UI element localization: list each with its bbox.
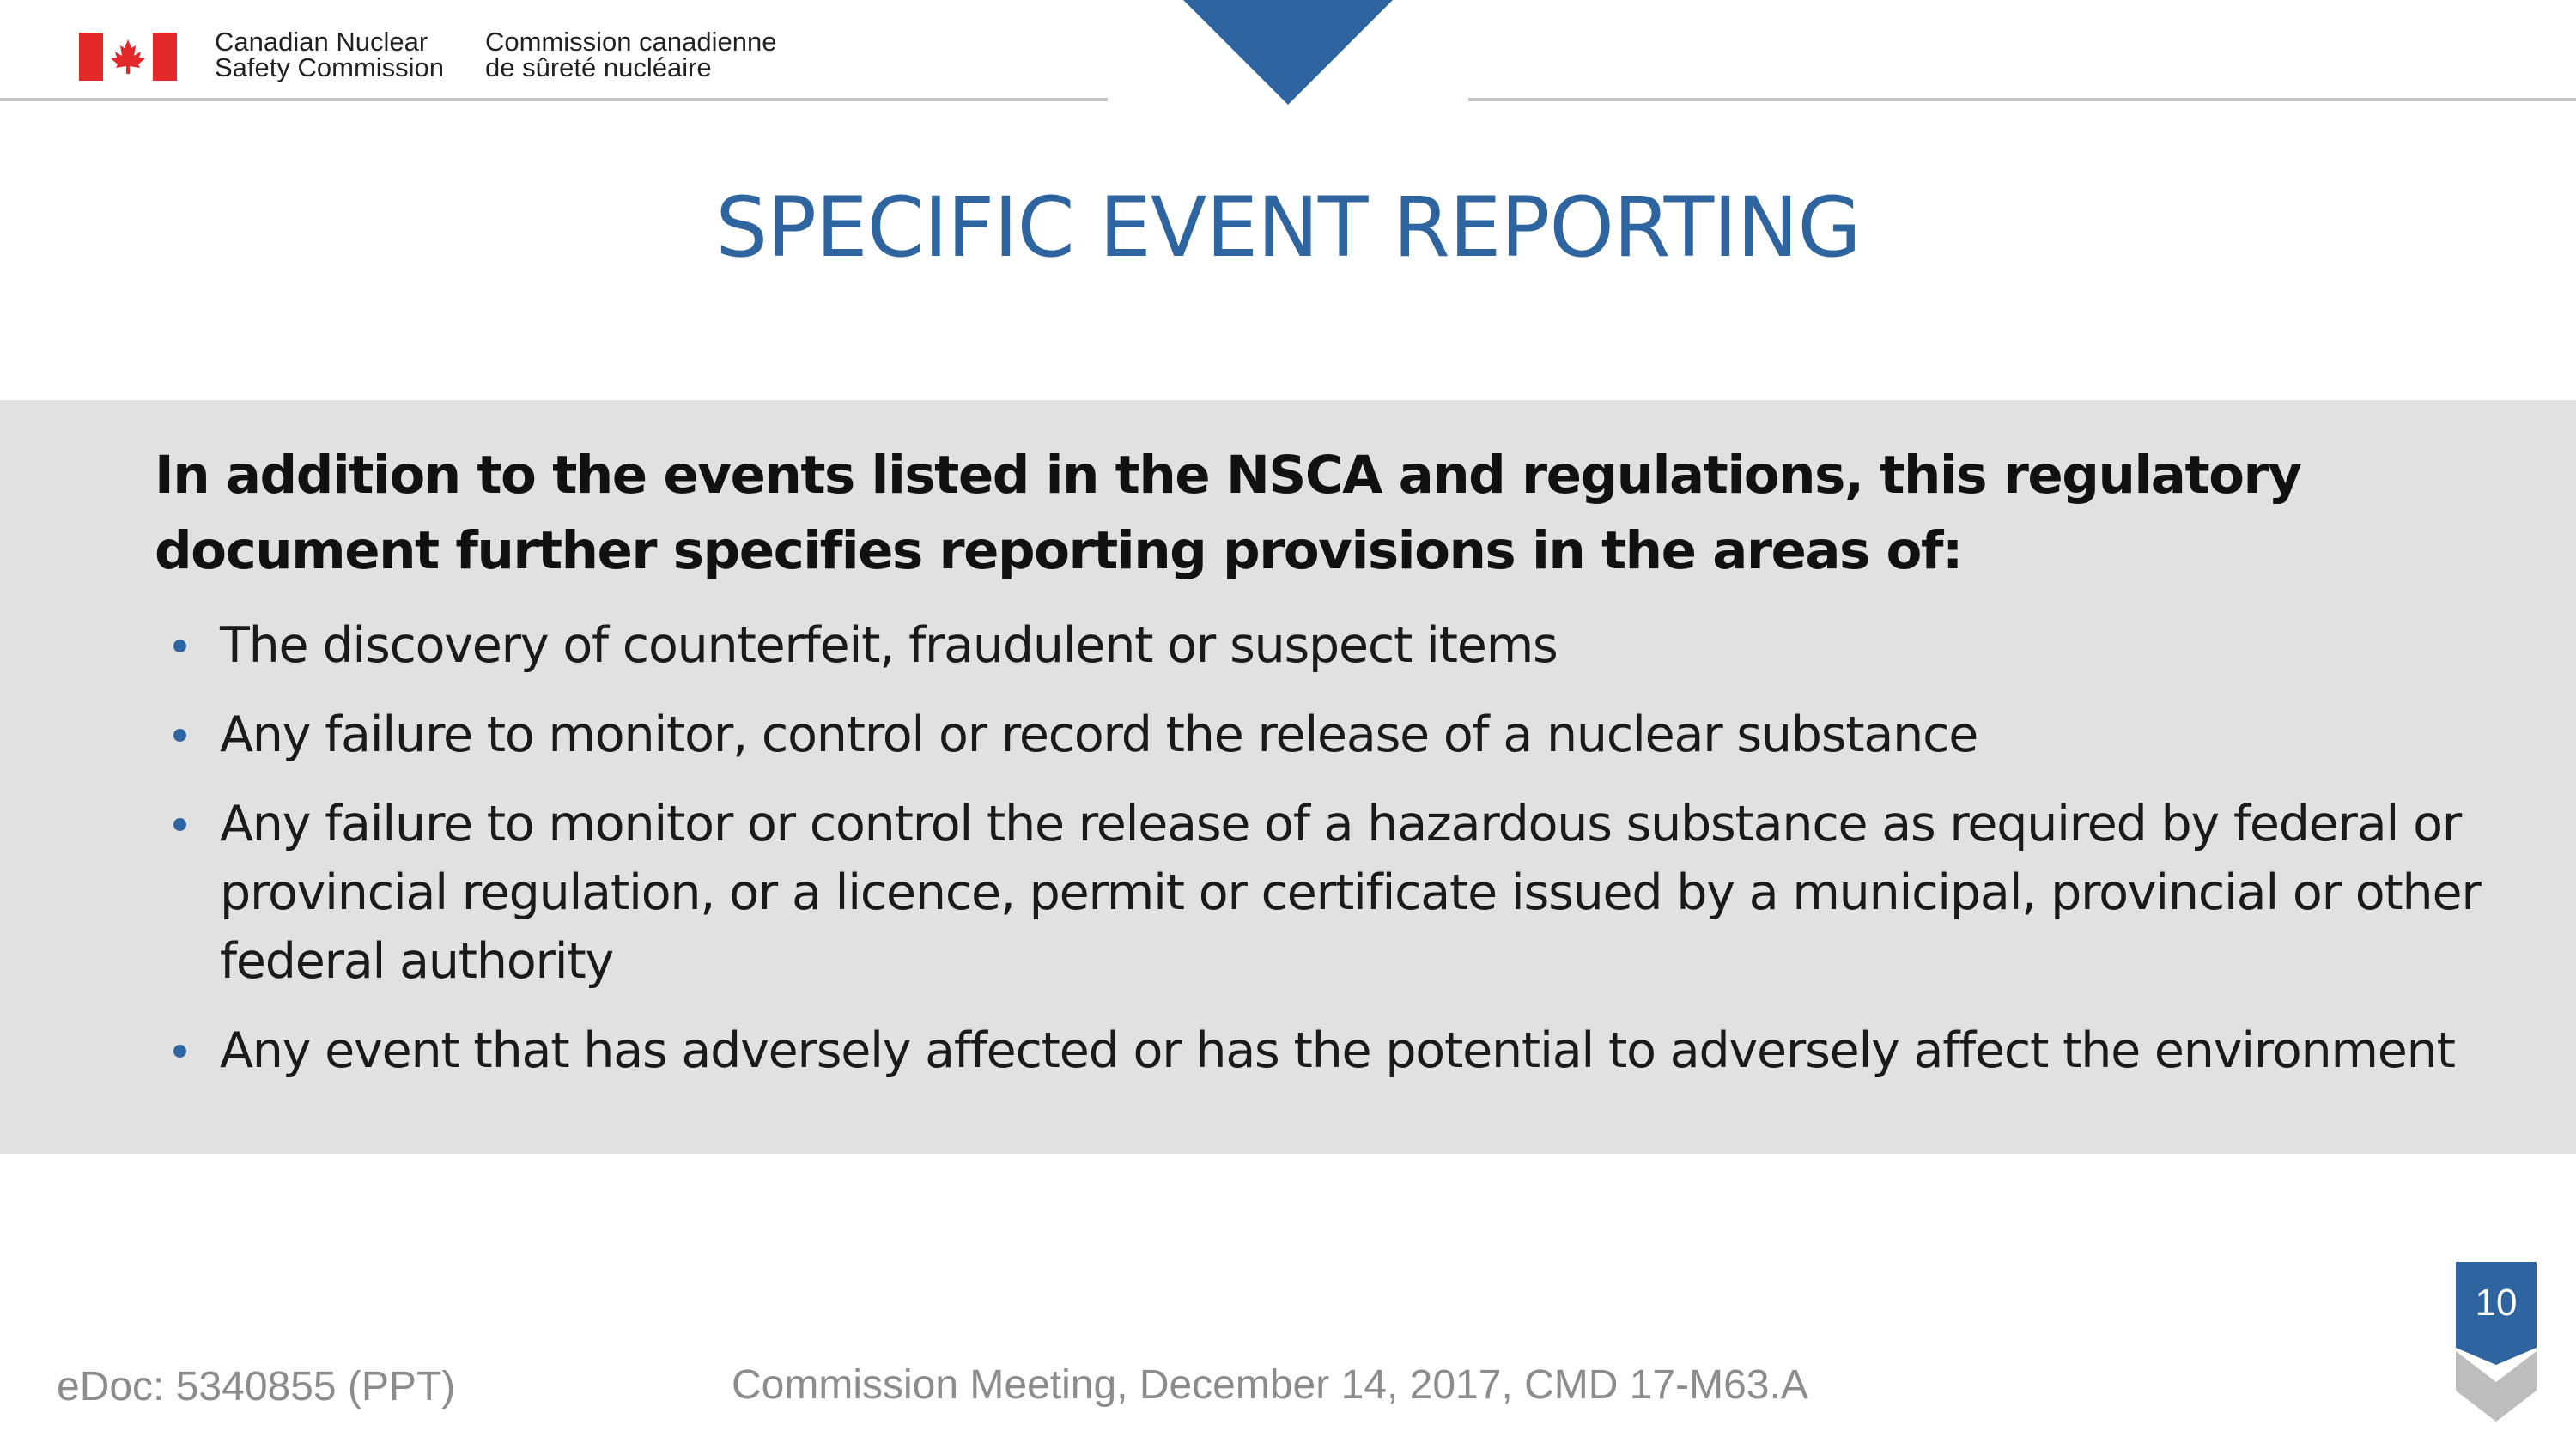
meeting-reference: Commission Meeting, December 14, 2017, CMD 17-M63.A <box>732 1362 1808 1408</box>
down-chevron-icon <box>1183 0 1393 105</box>
canada-flag-icon <box>79 33 177 81</box>
intro-paragraph: In addition to the events listed in the NSCA and regulations, this regulatory document further specifies reporting provisions in the areas of: <box>155 445 2301 581</box>
page-number: 10 <box>2475 1282 2518 1324</box>
bullet-icon <box>173 729 186 742</box>
bullet-list <box>155 611 2490 1106</box>
list-item <box>155 1016 2490 1085</box>
org-name-french <box>485 29 776 81</box>
slide-title: SPECIFIC EVENT REPORTING <box>715 179 1861 276</box>
list-item-text: Any failure to monitor, control or record the release of a nuclear substance <box>220 706 1978 763</box>
bullet-icon <box>173 818 186 831</box>
list-item <box>155 700 2490 769</box>
header-divider-right <box>1468 98 2576 101</box>
list-item <box>155 611 2490 680</box>
chevron-down-icon <box>2456 1343 2537 1422</box>
list-item-text: Any failure to monitor or control the release of a hazardous substance as required by federal or provincial regulation, or a licence, permit or certificate issued by a municipal, provincial or other federal authority <box>220 796 2481 990</box>
org-name-english-line2: Safety Commission <box>215 52 445 82</box>
bullet-icon <box>173 1045 186 1058</box>
list-item-text: Any event that has adversely affected or has the potential to adversely affect the environment <box>220 1022 2455 1079</box>
header-divider-left <box>0 98 1108 101</box>
list-item <box>155 790 2490 996</box>
org-name-french-line1: Commission canadienne <box>485 27 777 57</box>
org-name-english <box>215 29 444 81</box>
list-item-text: The discovery of counterfeit, fraudulent or suspect items <box>220 617 1558 674</box>
edoc-reference: eDoc: 5340855 (PPT) <box>57 1364 456 1410</box>
org-name-english-line1: Canadian Nuclear <box>215 27 428 57</box>
bullet-icon <box>173 640 186 652</box>
org-name-french-line2: de sûreté nucléaire <box>485 52 712 82</box>
